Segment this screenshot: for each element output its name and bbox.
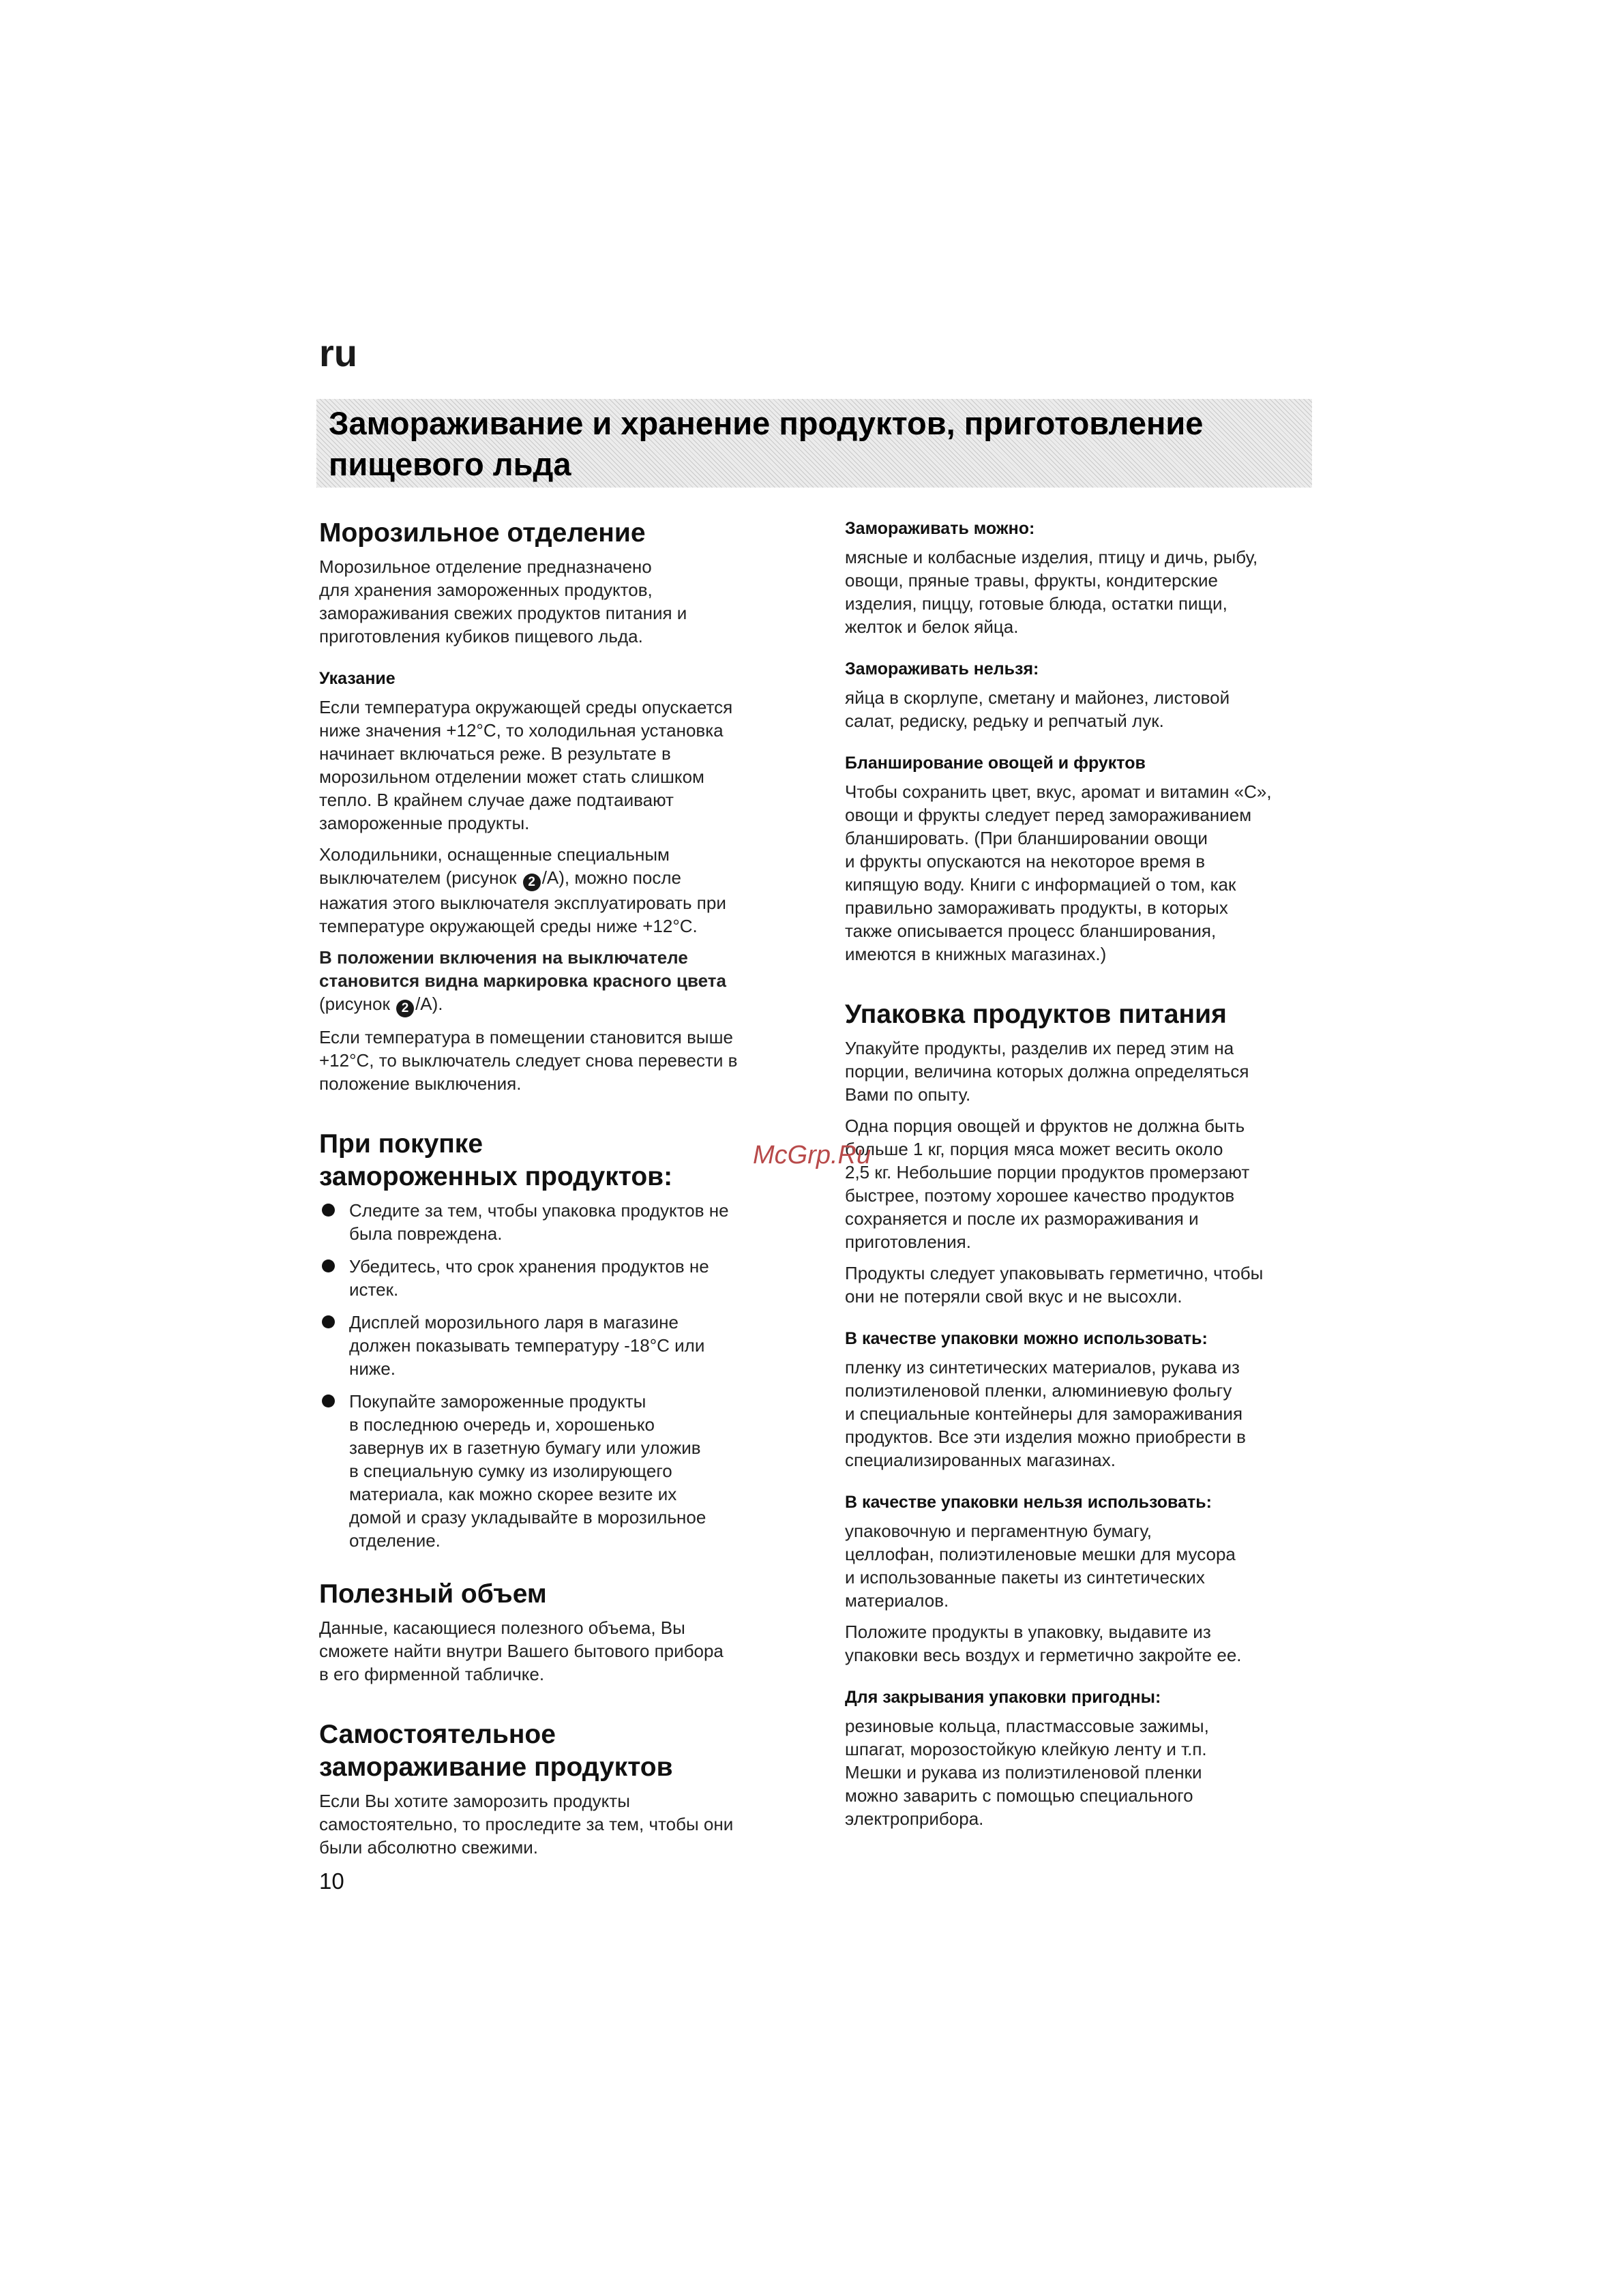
volume-text: Данные, касающиеся полезного объема, Вы сможете найти внутри Вашего бытового прибора в его фирменной табличке.: [319, 1617, 724, 1684]
banner-title-line-1: Замораживание и хранение продуктов, приготовление: [329, 405, 1204, 441]
switch-marking-text: В положении включения на выключателе становится видна маркировка красного цвета (рисунок 2 /A).: [319, 946, 796, 1017]
page-number: 10: [319, 1868, 344, 1894]
list-item: Следите за тем, чтобы упаковка продуктов не была повреждена.: [319, 1199, 796, 1245]
can-freeze-text: мясные и колбасные изделия, птицу и дичь, рыбу, овощи, пряные травы, фрукты, кондитерские изделия, пиццу, готовые блюда, остатки пищи, желток и белок яйца.: [845, 547, 1258, 637]
self-freeze-heading: Самостоятельное замораживание продуктов: [319, 1720, 673, 1782]
figure-number-icon: 2: [396, 1000, 414, 1017]
bullet-icon: [322, 1259, 335, 1272]
list-item: Покупайте замороженные продукты в последнюю очередь и, хорошенько завернув их в газетную бумагу или уложив в специальную сумку из изолирующего материала, как можно скорее везите их домой и сразу укладывайте в морозильное отделение.: [319, 1390, 796, 1552]
bullet-icon: [322, 1315, 335, 1328]
freezer-intro: Морозильное отделение предназначено для хранения замороженных продуктов, замораживания свежих продуктов питания и приготовления кубиков пищевого льда.: [319, 556, 687, 646]
list-item: Дисплей морозильного ларя в магазине должен показывать температуру -18°C или ниже.: [319, 1311, 796, 1380]
right-column: [845, 517, 1322, 1830]
note-text: Если температура окружающей среды опускается ниже значения +12°C, то холодильная установка начинает включаться реже. В результате в морозильном отделении может стать слишком тепло. В крайнем случае даже подтаивают замороженные продукты.: [319, 697, 733, 833]
closing-heading: Для закрывания упаковки пригодны:: [845, 1688, 1161, 1707]
can-freeze-heading: Замораживать можно:: [845, 519, 1035, 538]
watermark: McGrp.Ru: [753, 1141, 872, 1169]
buying-list: [319, 1199, 796, 1552]
cannot-use-text: упаковочную и пергаментную бумагу, целлофан, полиэтиленовые мешки для мусора и использованные пакеты из синтетических материалов.: [845, 1521, 1236, 1611]
squeeze-air-text: Положите продукты в упаковку, выдавите из упаковки весь воздух и герметично закройте ее.: [845, 1622, 1242, 1665]
blanching-text: Чтобы сохранить цвет, вкус, аромат и витамин «C», овощи и фрукты следует перед замораживанием бланшировать. (При бланшировании овощи и фрукты опускаются на некоторое время в кипящую воду. Книги с информацией о том, как правильно замораживать продукты, в которых также описывается процесс бланширования, имеются в книжных магазинах.): [845, 781, 1272, 964]
blanching-heading: Бланширование овощей и фруктов: [845, 754, 1146, 773]
can-use-text: пленку из синтетических материалов, рукава из полиэтиленовой пленки, алюминиевую фольгу и специальные контейнеры для замораживания продуктов. Все эти изделия можно приобрести в специализированных магазинах.: [845, 1357, 1246, 1470]
buying-heading: При покупке замороженных продуктов:: [319, 1129, 673, 1191]
left-column: [319, 517, 796, 1859]
cannot-freeze-heading: Замораживать нельзя:: [845, 659, 1039, 679]
figure-number-icon: 2: [523, 874, 541, 891]
cannot-use-heading: В качестве упаковки нельзя использовать:: [845, 1493, 1212, 1512]
packaging-heading: Упаковка продуктов питания: [845, 1000, 1227, 1029]
closing-text: резиновые кольца, пластмассовые зажимы, шпагат, морозостойкую клейкую ленту и т.п. Мешки и рукава из полиэтиленовой пленки можно заварить с помощью специального электроприбора.: [845, 1716, 1209, 1829]
banner-title-line-2: пищевого льда: [329, 446, 571, 482]
self-freeze-text: Если Вы хотите заморозить продукты самостоятельно, то проследите за тем, чтобы они были абсолютно свежими.: [319, 1791, 734, 1858]
freezer-heading: Морозильное отделение: [319, 518, 646, 548]
packaging-text-1: Упакуйте продукты, разделив их перед этим на порции, величина которых должна определяться Вами по опыту.: [845, 1038, 1249, 1105]
section-banner: [316, 399, 1312, 488]
can-use-heading: В качестве упаковки можно использовать:: [845, 1329, 1208, 1348]
bullet-icon: [322, 1395, 335, 1407]
language-code: ru: [319, 331, 357, 374]
bullet-icon: [322, 1204, 335, 1217]
switch-text: Холодильники, оснащенные специальным выключателем (рисунок 2 /A), можно после нажатия этого выключателя эксплуатировать при температуре окружающей среды ниже +12°C.: [319, 844, 726, 936]
note-heading: Указание: [319, 669, 396, 688]
list-item: Убедитесь, что срок хранения продуктов не истек.: [319, 1255, 796, 1301]
packaging-text-2: Одна порция овощей и фруктов не должна быть больше 1 кг, порция мяса может весить около 2,5 кг. Небольшие порции продуктов промерзают быстрее, поэтому хорошее качество продуктов сохраняется и после их размораживания и приготовления.: [845, 1116, 1250, 1252]
switch-off-text: Если температура в помещении становится выше +12°C, то выключатель следует снова перевести в положение выключения.: [319, 1027, 738, 1094]
volume-heading: Полезный объем: [319, 1579, 547, 1609]
packaging-text-3: Продукты следует упаковывать герметично, чтобы они не потеряли свой вкус и не высохли.: [845, 1263, 1264, 1307]
cannot-freeze-text: яйца в скорлупе, сметану и майонез, листовой салат, редиску, редьку и репчатый лук.: [845, 687, 1230, 731]
